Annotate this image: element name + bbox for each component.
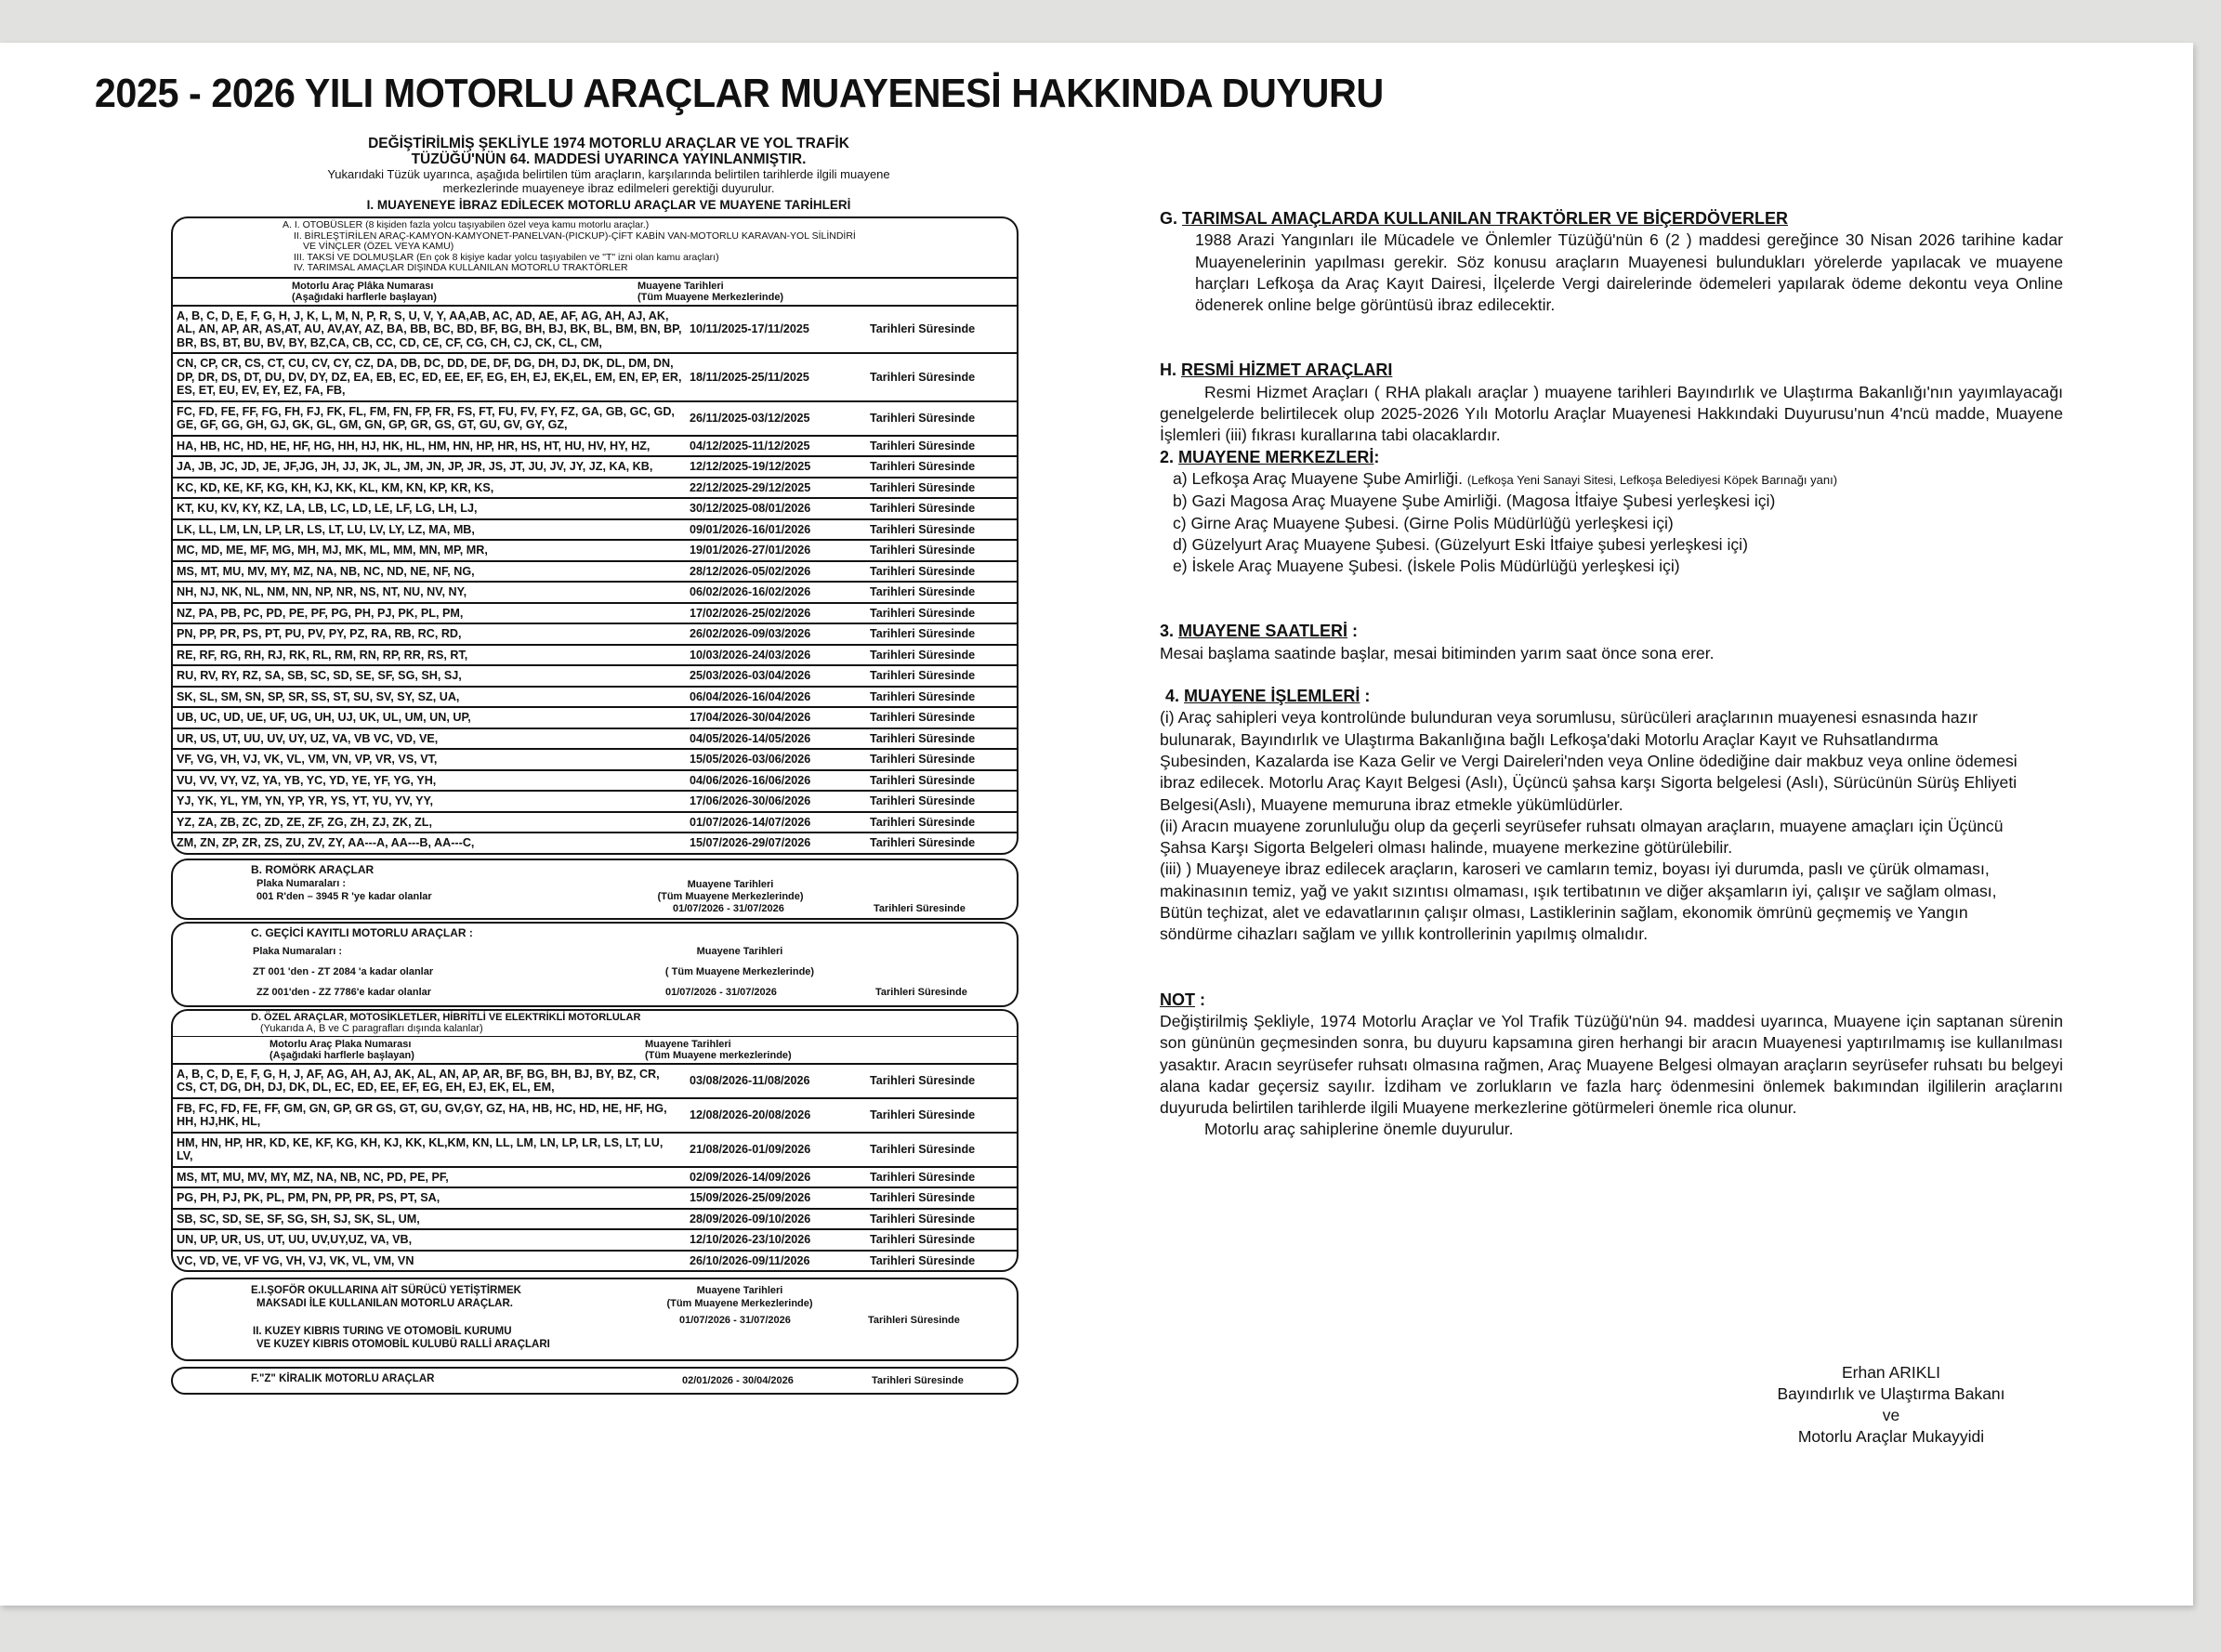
- category-line: II. BİRLEŞTİRİLEN ARAÇ-KAMYON-KAMYONET-PANELVAN-(PICKUP)-ÇİFT KABİN VAN-MOTORLU KARAVAN-YOL SİLİNDİRİ: [294, 229, 856, 242]
- section-b-plates-value: 001 R'den – 3945 R 'ye kadar olanlar: [256, 890, 432, 902]
- regulation-header-line2: TÜZÜĞÜ'NÜN 64. MADDESİ UYARINCA YAYINLANMIŞTIR.: [411, 151, 807, 167]
- inspection-dates: 10/11/2025-17/11/2025: [690, 322, 809, 335]
- note-closing: Motorlu araç sahiplerine önemle duyurulur.: [1204, 1120, 1514, 1139]
- section-h-body: Resmi Hizmet Araçları ( RHA plakalı araçlar ) muayene tarihleri Bayındırlık ve Ulaştırma Bakanlığı'nın yayımlayacağı genelgelerde belirtilecek olup 2025-2026 Yılı Motorlu Araçlar Muayenesi Hakkındaki Duyurusu'nun 4'ncü madde, Muayene İşlemleri (iii) fıkrası kurallarına tabi olacaklardır.: [1160, 382, 2063, 445]
- note-heading: [1160, 990, 2063, 1011]
- table-row: [173, 811, 1017, 833]
- hours-suffix: :: [1347, 622, 1359, 641]
- section-d-title: D. ÖZEL ARAÇLAR, MOTOSİKLETLER, HİBRİTLİ VE ELEKTRİKLİ MOTORLULAR: [251, 1011, 641, 1023]
- hours-body: Mesai başlama saatinde başlar, mesai bitiminden yarım saat önce sona erer.: [1160, 643, 1715, 662]
- dates-status: Tarihleri Süresinde: [870, 1191, 976, 1204]
- inspection-dates: 15/05/2026-03/06/2026: [690, 753, 811, 766]
- plate-prefixes: VC, VD, VE, VF VG, VH, VJ, VK, VL, VM, VN: [177, 1253, 414, 1267]
- document-page: [0, 43, 2193, 1606]
- plate-column-subheader: (Aşağıdaki harflerle başlayan): [269, 1049, 414, 1061]
- dates-status: Tarihleri Süresinde: [870, 1233, 976, 1246]
- section-a-rows: [173, 305, 1017, 853]
- dates-status: Tarihleri Süresinde: [870, 815, 976, 829]
- table-row: [173, 539, 1017, 560]
- table-row: [173, 623, 1017, 644]
- signatory-conjunction: ve: [1882, 1406, 1900, 1424]
- centers-heading: [1160, 447, 2063, 468]
- dates-status: Tarihleri Süresinde: [870, 689, 976, 703]
- dates-status: Tarihleri Süresinde: [870, 1073, 976, 1087]
- plate-column-header: Motorlu Araç Plaka Numarası: [269, 1038, 412, 1050]
- plate-prefixes: VU, VV, VY, VZ, YA, YB, YC, YD, YE, YF, YG, YH,: [177, 773, 437, 787]
- section-e-dates-sublabel: (Tüm Muayene Merkezlerinde): [666, 1298, 813, 1309]
- table-row: [173, 1187, 1017, 1208]
- centers-prefix: 2.: [1160, 447, 1179, 466]
- table-row: [173, 435, 1017, 456]
- plate-prefixes: UR, US, UT, UU, UV, UY, UZ, VA, VB VC, VD, VE,: [177, 731, 439, 745]
- table-row: [173, 1063, 1017, 1097]
- section-a-categories: [173, 218, 1017, 277]
- page-title: 2025 - 2026 YILI MOTORLU ARAÇLAR MUAYENESİ HAKKINDA DUYURU: [94, 71, 1384, 116]
- category-line: A. I. OTOBÜSLER (8 kişiden fazla yolcu taşıyabilen özel veya kamu motorlu araçlar.): [283, 219, 650, 230]
- section-e-status: Tarihleri Süresinde: [868, 1315, 960, 1326]
- inspection-dates: 04/12/2025-11/12/2025: [690, 439, 810, 452]
- signatory-title-2: Motorlu Araçlar Mukayyidi: [1797, 1427, 1985, 1446]
- inspection-dates: 15/09/2026-25/09/2026: [690, 1191, 811, 1204]
- inspection-dates: 28/09/2026-09/10/2026: [690, 1212, 811, 1226]
- inspection-dates: 04/06/2026-16/06/2026: [690, 773, 811, 787]
- inspection-dates: 10/03/2026-24/03/2026: [690, 648, 811, 662]
- signatory-name: Erhan ARIKLI: [1841, 1363, 1941, 1382]
- inspection-dates: 17/02/2026-25/02/2026: [690, 606, 811, 620]
- procedures-suffix: :: [1360, 687, 1371, 706]
- note-suffix: :: [1195, 990, 1205, 1009]
- inspection-dates: 12/08/2026-20/08/2026: [690, 1108, 811, 1121]
- plate-prefixes: YJ, YK, YL, YM, YN, YP, YR, YS, YT, YU, YV, YY,: [177, 794, 434, 807]
- table-row: [173, 497, 1017, 518]
- section-b-dates: 01/07/2026 - 31/07/2026: [673, 902, 784, 914]
- plate-prefixes: PG, PH, PJ, PK, PL, PM, PN, PP, PR, PS, PT, SA,: [177, 1191, 440, 1204]
- note-title: NOT: [1160, 990, 1195, 1009]
- dates-status: Tarihleri Süresinde: [870, 502, 976, 515]
- table-row: [173, 352, 1017, 400]
- plate-prefixes: CN, CP, CR, CS, CT, CU, CV, CY, CZ, DA, DB, DC, DD, DE, DF, DG, DH, DJ, DK, DL, DM, DN, DP, DR, DS, DT, DU, DV, DY, DZ, EA, EB, EC, ED, EE, EF, EG, EH, EJ, EK,EL, EM, EN, EP, ER, ES, ET, EU, EV, EY, EZ, FA, FB,: [177, 357, 682, 397]
- centers-suffix: :: [1373, 447, 1380, 466]
- table-row: [173, 728, 1017, 749]
- inspection-dates: 18/11/2025-25/11/2025: [690, 370, 809, 384]
- table-row: [173, 832, 1017, 853]
- inspection-dates: 03/08/2026-11/08/2026: [690, 1073, 810, 1087]
- inspection-center-item: [1173, 513, 2063, 534]
- dates-status: Tarihleri Süresinde: [870, 753, 976, 766]
- section-g-heading: [1160, 208, 2063, 229]
- right-column: [1160, 208, 2063, 1141]
- table-row: [173, 581, 1017, 602]
- plate-column-header: Motorlu Araç Plâka Numarası: [292, 280, 434, 292]
- plate-prefixes: RU, RV, RY, RZ, SA, SB, SC, SD, SE, SF, SG, SH, SJ,: [177, 669, 462, 682]
- table-row: [173, 1250, 1017, 1271]
- dates-column-subheader: (Tüm Muayene merkezlerinde): [645, 1049, 792, 1061]
- center-name: c) Girne Araç Muayene Şubesi. (Girne Polis Müdürlüğü yerleşkesi içi): [1173, 513, 1674, 532]
- plate-prefixes: A, B, C, D, E, F, G, H, J, K, L, M, N, P, R, S, U, V, Y, AA,AB, AC, AD, AE, AF, AG, AH, AJ, AK, AL, AN, AP, AR, AS,AT, AU, AV,AY, AZ, BA, BB, BC, BD, BF, BG, BH, BJ, BK, BL, BM, BN, BP, BR, BS, BT, BU, BV, BY, BZ,CA, CB, CC, CD, CE, CF, CG, CH, CJ, CK, CL, CM,: [177, 308, 682, 349]
- section-b-title: B. ROMÖRK ARAÇLAR: [251, 862, 375, 876]
- section-f-status: Tarihleri Süresinde: [872, 1375, 964, 1386]
- table-row: [173, 1097, 1017, 1132]
- note-body: Değiştirilmiş Şekliyle, 1974 Motorlu Araçlar ve Yol Trafik Tüzüğü'nün 94. maddesi uyarınca, Muayene için saptanan sürenin son gününün geçmesinden sonra, bu duyuru kapsamına giren herhangi bir aracın Muayenesi yaptırılmamış ise kullanılması yasaktır. Aracın seyrüsefer ruhsatı olmasına rağmen, Araç Muayene Belgesi olmayan araçların seyrüsefer ruhsatı bu belgeyi alana kadar geçersiz sayılır. İzdiham ve zorlukların ve fazla harç ödenmesini önlemek bakımından ilgililerin araçlarını duyuruda belirtilen tarihlerde ilgili Muayene merkezlerine götürmeleri önemle rica olunur.: [1160, 1011, 2063, 1118]
- centers-list: [1160, 468, 2063, 577]
- section-title: I. MUAYENEYE İBRAZ EDİLECEK MOTORLU ARAÇLAR VE MUAYENE TARİHLERİ: [366, 198, 851, 212]
- center-name: a) Lefkoşa Araç Muayene Şube Amirliği.: [1173, 468, 1463, 488]
- table-row: [173, 305, 1017, 353]
- plate-prefixes: MS, MT, MU, MV, MY, MZ, NA, NB, NC, PD, PE, PF,: [177, 1170, 449, 1184]
- dates-status: Tarihleri Süresinde: [870, 460, 976, 473]
- hours-prefix: 3.: [1160, 622, 1179, 641]
- dates-status: Tarihleri Süresinde: [870, 648, 976, 662]
- section-e-line1: E.I.ŞOFÖR OKULLARINA AİT SÜRÜCÜ YETİŞTİRMEK: [251, 1285, 521, 1296]
- inspection-dates: 12/12/2025-19/12/2025: [690, 460, 811, 473]
- center-name: e) İskele Araç Muayene Şubesi. (İskele Polis Müdürlüğü yerleşkesi içi): [1173, 557, 1680, 576]
- dates-status: Tarihleri Süresinde: [870, 773, 976, 787]
- section-f-title: F."Z" KİRALIK MOTORLU ARAÇLAR: [251, 1373, 435, 1384]
- procedures-title: MUAYENE İŞLEMLERİ: [1184, 687, 1360, 706]
- table-row: [173, 1132, 1017, 1166]
- inspection-dates: 12/10/2026-23/10/2026: [690, 1233, 811, 1246]
- dates-status: Tarihleri Süresinde: [870, 1142, 976, 1156]
- section-h-title: RESMİ HİZMET ARAÇLARI: [1181, 361, 1393, 380]
- section-c-plates-value1: ZT 001 'den - ZT 2084 'a kadar olanlar: [253, 965, 434, 977]
- dates-column-header: Muayene Tarihleri: [645, 1038, 731, 1050]
- category-line: III. TAKSİ VE DOLMUŞLAR (En çok 8 kişiye kadar yolcu taşıyabilen ve "T" izni olan kamu araçları): [294, 251, 719, 263]
- plate-prefixes: SB, SC, SD, SE, SF, SG, SH, SJ, SK, SL, UM,: [177, 1212, 420, 1226]
- section-c-plates-value2: ZZ 001'den - ZZ 7786'e kadar olanlar: [256, 986, 432, 998]
- inspection-center-item: [1173, 534, 2063, 556]
- table-row: [173, 518, 1017, 540]
- section-a-column-headers: [173, 277, 1017, 305]
- table-row: [173, 455, 1017, 477]
- inspection-dates: 28/12/2026-05/02/2026: [690, 564, 811, 578]
- dates-status: Tarihleri Süresinde: [870, 606, 976, 620]
- plate-prefixes: ZM, ZN, ZP, ZR, ZS, ZU, ZV, ZY, AA---A, AA---B, AA---C,: [177, 836, 475, 849]
- dates-status: Tarihleri Süresinde: [870, 439, 976, 452]
- table-row: [173, 1166, 1017, 1187]
- dates-status: Tarihleri Süresinde: [870, 836, 976, 849]
- category-line: IV. TARIMSAL AMAÇLAR DIŞINDA KULLANILAN MOTORLU TRAKTÖRLER: [294, 262, 628, 273]
- table-row: [173, 477, 1017, 498]
- section-g-body: 1988 Arazi Yangınları ile Mücadele ve Önlemler Tüzüğü'nün 6 (2 ) maddesi gereğince 30 Nisan 2026 tarihine kadar Muayenelerinin yapılması gerekir. Söz konusu araçların Muayenesi bulundukları yörelerde yapılacak ve muayene harçları Lefkoşa da Araç Kayıt Dairesi, İlçelerde Vergi dairelerinde ödemeleri yapılarak ödeme dekontu veya Online ödenerek online belge görüntüsü ibraz edilecektir.: [1195, 230, 2063, 315]
- center-location-note: (Lefkoşa Yeni Sanayi Sitesi, Lefkoşa Belediyesi Köpek Barınağı yanı): [1466, 472, 1838, 487]
- inspection-dates: 26/10/2026-09/11/2026: [690, 1253, 810, 1267]
- center-name: d) Güzelyurt Araç Muayene Şubesi. (Güzelyurt Eski İtfaiye şubesi yerleşkesi içi): [1173, 534, 1748, 554]
- dates-status: Tarihleri Süresinde: [870, 411, 976, 425]
- section-h-heading: [1160, 360, 2063, 381]
- dates-status: Tarihleri Süresinde: [870, 669, 976, 682]
- table-row: [173, 602, 1017, 623]
- plate-prefixes: HM, HN, HP, HR, KD, KE, KF, KG, KH, KJ, KK, KL,KM, KN, LL, LM, LN, LP, LR, LS, LT, LU, LV,: [177, 1135, 664, 1162]
- inspection-dates: 02/09/2026-14/09/2026: [690, 1170, 811, 1184]
- plate-prefixes: HA, HB, HC, HD, HE, HF, HG, HH, HJ, HK, HL, HM, HN, HP, HR, HS, HT, HU, HV, HY, HZ,: [177, 439, 651, 452]
- plate-prefixes: FC, FD, FE, FF, FG, FH, FJ, FK, FL, FM, FN, FP, FR, FS, FT, FU, FV, FY, FZ, GA, GB, GC, GD, GE, GF, GG, GH, GJ, GK, GL, GM, GN, GP, GR, GS, GT, GU, GV, GY, GZ,: [177, 404, 675, 431]
- procedure-paragraph: (i) Araç sahipleri veya kontrolünde bulunduran veya sorumlusu, sürücüleri araçlarının muayenesi esnasında hazır bulunarak, Bayındırlık ve Ulaştırma Bakanlığına bağlı Lefkoşa'daki Motorlu Araçlar Kayıt ve Ruhsatlandırma Şubesinden, Kazalarda ise Kaza Gelir ve Vergi Daireleri'nden veya Online ödediğine dair makbuz veya online ödemesi ibraz edilecek. Motorlu Araç Kayıt Belgesi (Aslı), Üçüncü şahsa karşı Sigorta belgelesi (Aslı), Sürücünün Sürüş Ehliyeti Belgesi(Aslı), Muayene memuruna ibraz etmekle yükümlüdürler.: [1160, 708, 2017, 814]
- section-a-table: [171, 216, 1019, 855]
- inspection-dates: 09/01/2026-16/01/2026: [690, 522, 811, 536]
- inspection-dates: 26/11/2025-03/12/2025: [690, 411, 810, 425]
- dates-status: Tarihleri Süresinde: [870, 522, 976, 536]
- dates-column-subheader: (Tüm Muayene Merkezlerinde): [637, 291, 784, 303]
- section-g-prefix: G.: [1160, 209, 1183, 228]
- table-row: [173, 400, 1017, 435]
- dates-status: Tarihleri Süresinde: [870, 627, 976, 640]
- section-d-table: [171, 1009, 1019, 1273]
- section-b-status: Tarihleri Süresinde: [874, 902, 966, 914]
- section-c-dates-sublabel: ( Tüm Muayene Merkezlerinde): [664, 965, 815, 977]
- plate-prefixes: JA, JB, JC, JD, JE, JF,JG, JH, JJ, JK, JL, JM, JN, JP, JR, JS, JT, JU, JV, JY, JZ, KA, KB,: [177, 460, 653, 473]
- table-row: [173, 748, 1017, 769]
- section-c-box: [171, 922, 1019, 1007]
- dates-status: Tarihleri Süresinde: [870, 794, 976, 807]
- plate-column-subheader: (Aşağıdaki harflerle başlayan): [292, 291, 437, 303]
- section-b-plates-label: Plaka Numaraları :: [256, 877, 346, 889]
- plate-prefixes: MS, MT, MU, MV, MY, MZ, NA, NB, NC, ND, NE, NF, NG,: [177, 564, 475, 578]
- table-row: [173, 664, 1017, 686]
- inspection-dates: 04/05/2026-14/05/2026: [690, 731, 811, 745]
- signature-block: [1756, 1362, 2026, 1448]
- inspection-center-item: [1173, 556, 2063, 577]
- section-g-title: TARIMSAL AMAÇLARDA KULLANILAN TRAKTÖRLER VE BİÇERDÖVERLER: [1182, 209, 1788, 228]
- intro-line1: Yukarıdaki Tüzük uyarınca, aşağıda belirtilen tüm araçların, karşılarında belirtilen tarihlerde ilgili muayene: [327, 167, 890, 181]
- section-e-dates-label: Muayene Tarihleri: [696, 1285, 783, 1296]
- plate-prefixes: PN, PP, PR, PS, PT, PU, PV, PY, PZ, RA, RB, RC, RD,: [177, 627, 462, 640]
- dates-status: Tarihleri Süresinde: [870, 480, 976, 494]
- hours-title: MUAYENE SAATLERİ: [1178, 622, 1348, 641]
- inspection-dates: 30/12/2025-08/01/2026: [690, 502, 811, 515]
- plate-prefixes: LK, LL, LM, LN, LP, LR, LS, LT, LU, LV, LY, LZ, MA, MB,: [177, 522, 475, 536]
- section-b-dates-label: Muayene Tarihleri: [687, 878, 774, 890]
- dates-status: Tarihleri Süresinde: [870, 544, 976, 557]
- inspection-dates: 06/02/2026-16/02/2026: [690, 585, 811, 598]
- regulation-header-line1: DEĞİŞTİRİLMİŞ ŞEKLİYLE 1974 MOTORLU ARAÇLAR VE YOL TRAFİK: [368, 136, 849, 151]
- left-column: [171, 136, 1019, 1395]
- table-row: [173, 1208, 1017, 1229]
- section-f-dates: 02/01/2026 - 30/04/2026: [682, 1375, 794, 1386]
- section-c-plates-label: Plaka Numaraları :: [253, 945, 342, 957]
- intro-line2: merkezlerinde muayeneye ibraz edilmeleri gerektiği duyurulur.: [442, 181, 775, 195]
- dates-status: Tarihleri Süresinde: [870, 1170, 976, 1184]
- section-h-prefix: H.: [1160, 361, 1182, 380]
- section-c-status: Tarihleri Süresinde: [875, 986, 967, 998]
- hours-heading: [1160, 621, 2063, 642]
- centers-title: MUAYENE MERKEZLERİ: [1178, 447, 1374, 466]
- dates-status: Tarihleri Süresinde: [870, 711, 976, 724]
- plate-prefixes: FB, FC, FD, FE, FF, GM, GN, GP, GR GS, GT, GU, GV,GY, GZ, HA, HB, HC, HD, HE, HF, HG, HH, HJ,HK, HL,: [177, 1101, 667, 1128]
- dates-status: Tarihleri Süresinde: [870, 585, 976, 598]
- section-d-subtitle: (Yukarıda A, B ve C paragrafları dışında kalanlar): [260, 1022, 483, 1034]
- section-b-box: [171, 859, 1019, 920]
- procedures-prefix: 4.: [1165, 687, 1185, 706]
- plate-prefixes: MC, MD, ME, MF, MG, MH, MJ, MK, ML, MM, MN, MP, MR,: [177, 544, 488, 557]
- dates-status: Tarihleri Süresinde: [870, 731, 976, 745]
- inspection-dates: 25/03/2026-03/04/2026: [690, 669, 811, 682]
- inspection-dates: 26/02/2026-09/03/2026: [690, 627, 811, 640]
- signatory-title: Bayındırlık ve Ulaştırma Bakanı: [1777, 1384, 2005, 1403]
- inspection-dates: 01/07/2026-14/07/2026: [690, 815, 811, 829]
- table-row: [173, 1228, 1017, 1250]
- dates-status: Tarihleri Süresinde: [870, 564, 976, 578]
- plate-prefixes: KC, KD, KE, KF, KG, KH, KJ, KK, KL, KM, KN, KP, KR, KS,: [177, 480, 494, 494]
- section-e-line3: II. KUZEY KIBRIS TURING VE OTOMOBİL KURUMU: [253, 1326, 512, 1337]
- dates-column-header: Muayene Tarihleri: [637, 280, 724, 292]
- dates-status: Tarihleri Süresinde: [870, 370, 976, 384]
- plate-prefixes: UB, UC, UD, UE, UF, UG, UH, UJ, UK, UL, UM, UN, UP,: [177, 711, 471, 724]
- center-name: b) Gazi Magosa Araç Muayene Şube Amirliği. (Magosa İtfaiye Şubesi yerleşkesi içi): [1173, 492, 1776, 511]
- section-b-dates-sublabel: (Tüm Muayene Merkezlerinde): [657, 890, 804, 902]
- section-c-title: C. GEÇİCİ KAYITLI MOTORLU ARAÇLAR :: [251, 925, 473, 939]
- plate-prefixes: NZ, PA, PB, PC, PD, PE, PF, PG, PH, PJ, PK, PL, PM,: [177, 606, 464, 620]
- section-d-rows: [173, 1063, 1017, 1271]
- section-f-box: [171, 1367, 1019, 1395]
- section-c-dates: 01/07/2026 - 31/07/2026: [665, 986, 777, 998]
- inspection-center-item: [1173, 468, 2063, 491]
- inspection-dates: 17/04/2026-30/04/2026: [690, 711, 811, 724]
- inspection-dates: 15/07/2026-29/07/2026: [690, 836, 811, 849]
- inspection-dates: 19/01/2026-27/01/2026: [690, 544, 811, 557]
- inspection-dates: 17/06/2026-30/06/2026: [690, 794, 811, 807]
- inspection-dates: 21/08/2026-01/09/2026: [690, 1142, 811, 1156]
- plate-prefixes: VF, VG, VH, VJ, VK, VL, VM, VN, VP, VR, VS, VT,: [177, 753, 438, 766]
- table-row: [173, 706, 1017, 728]
- inspection-dates: 22/12/2025-29/12/2025: [690, 480, 811, 494]
- dates-status: Tarihleri Süresinde: [870, 322, 976, 335]
- section-c-dates-label: Muayene Tarihleri: [696, 945, 783, 957]
- table-row: [173, 769, 1017, 791]
- procedures-heading: [1160, 686, 2063, 707]
- plate-prefixes: RE, RF, RG, RH, RJ, RK, RL, RM, RN, RP, RR, RS, RT,: [177, 648, 468, 662]
- plate-prefixes: KT, KU, KV, KY, KZ, LA, LB, LC, LD, LE, LF, LG, LH, LJ,: [177, 502, 478, 515]
- table-row: [173, 644, 1017, 665]
- section-e-box: [171, 1278, 1019, 1361]
- inspection-dates: 06/04/2026-16/04/2026: [690, 689, 811, 703]
- plate-prefixes: A, B, C, D, E, F, G, H, J, AF, AG, AH, AJ, AK, AL, AN, AP, AR, BF, BG, BH, BJ, BY, BZ, CR, CS, CT, DG, DH, DJ, DK, DL, EC, ED, EE, EF, EG, EH, EJ, EK, EL, EM,: [177, 1067, 660, 1094]
- category-line: VE VİNÇLER (ÖZEL VEYA KAMU): [303, 241, 454, 252]
- section-e-dates: 01/07/2026 - 31/07/2026: [679, 1315, 791, 1326]
- section-d-column-headers: [173, 1036, 1017, 1063]
- procedure-paragraph: (iii) ) Muayeneye ibraz edilecek araçların, karoseri ve camların temiz, boyası iyi durumda, paslı ve çürük olmaması, makinasının temiz, yağ ve yakıt sızıntısı olmaması, ışık tertibatının ve diğer akşamların iyi, çalışır ve sağlam olması, Bütün teçhizat, alet ve edavatlarının çalışır olması, Lastiklerinin sağlam, ekonomik ömrünü geçmemiş ve Yangın söndürme cihazları sağlam ve yıllık kontrollerinin yapılmış olmalıdır.: [1160, 859, 1997, 944]
- table-row: [173, 686, 1017, 707]
- plate-prefixes: SK, SL, SM, SN, SP, SR, SS, ST, SU, SV, SY, SZ, UA,: [177, 689, 460, 703]
- procedure-paragraph: (ii) Aracın muayene zorunluluğu olup da geçerli seyrüsefer ruhsatı olmayan araçların, muayene amaçları için Üçüncü Şahsa Karşı Sigorta Belgeleri olması halinde, muayene merkezine götürülebilir.: [1160, 816, 2004, 858]
- inspection-center-item: [1173, 491, 2063, 512]
- section-e-line4: VE KUZEY KIBRIS OTOMOBİL KULUBÜ RALLİ ARAÇLARI: [256, 1339, 550, 1350]
- plate-prefixes: YZ, ZA, ZB, ZC, ZD, ZE, ZF, ZG, ZH, ZJ, ZK, ZL,: [177, 815, 432, 829]
- table-row: [173, 790, 1017, 811]
- dates-status: Tarihleri Süresinde: [870, 1212, 976, 1226]
- section-e-line2: MAKSADI İLE KULLANILAN MOTORLU ARAÇLAR.: [256, 1298, 513, 1309]
- dates-status: Tarihleri Süresinde: [870, 1253, 976, 1267]
- plate-prefixes: NH, NJ, NK, NL, NM, NN, NP, NR, NS, NT, NU, NV, NY,: [177, 585, 467, 598]
- dates-status: Tarihleri Süresinde: [870, 1108, 976, 1121]
- table-row: [173, 560, 1017, 582]
- plate-prefixes: UN, UP, UR, US, UT, UU, UV,UY,UZ, VA, VB,: [177, 1233, 413, 1246]
